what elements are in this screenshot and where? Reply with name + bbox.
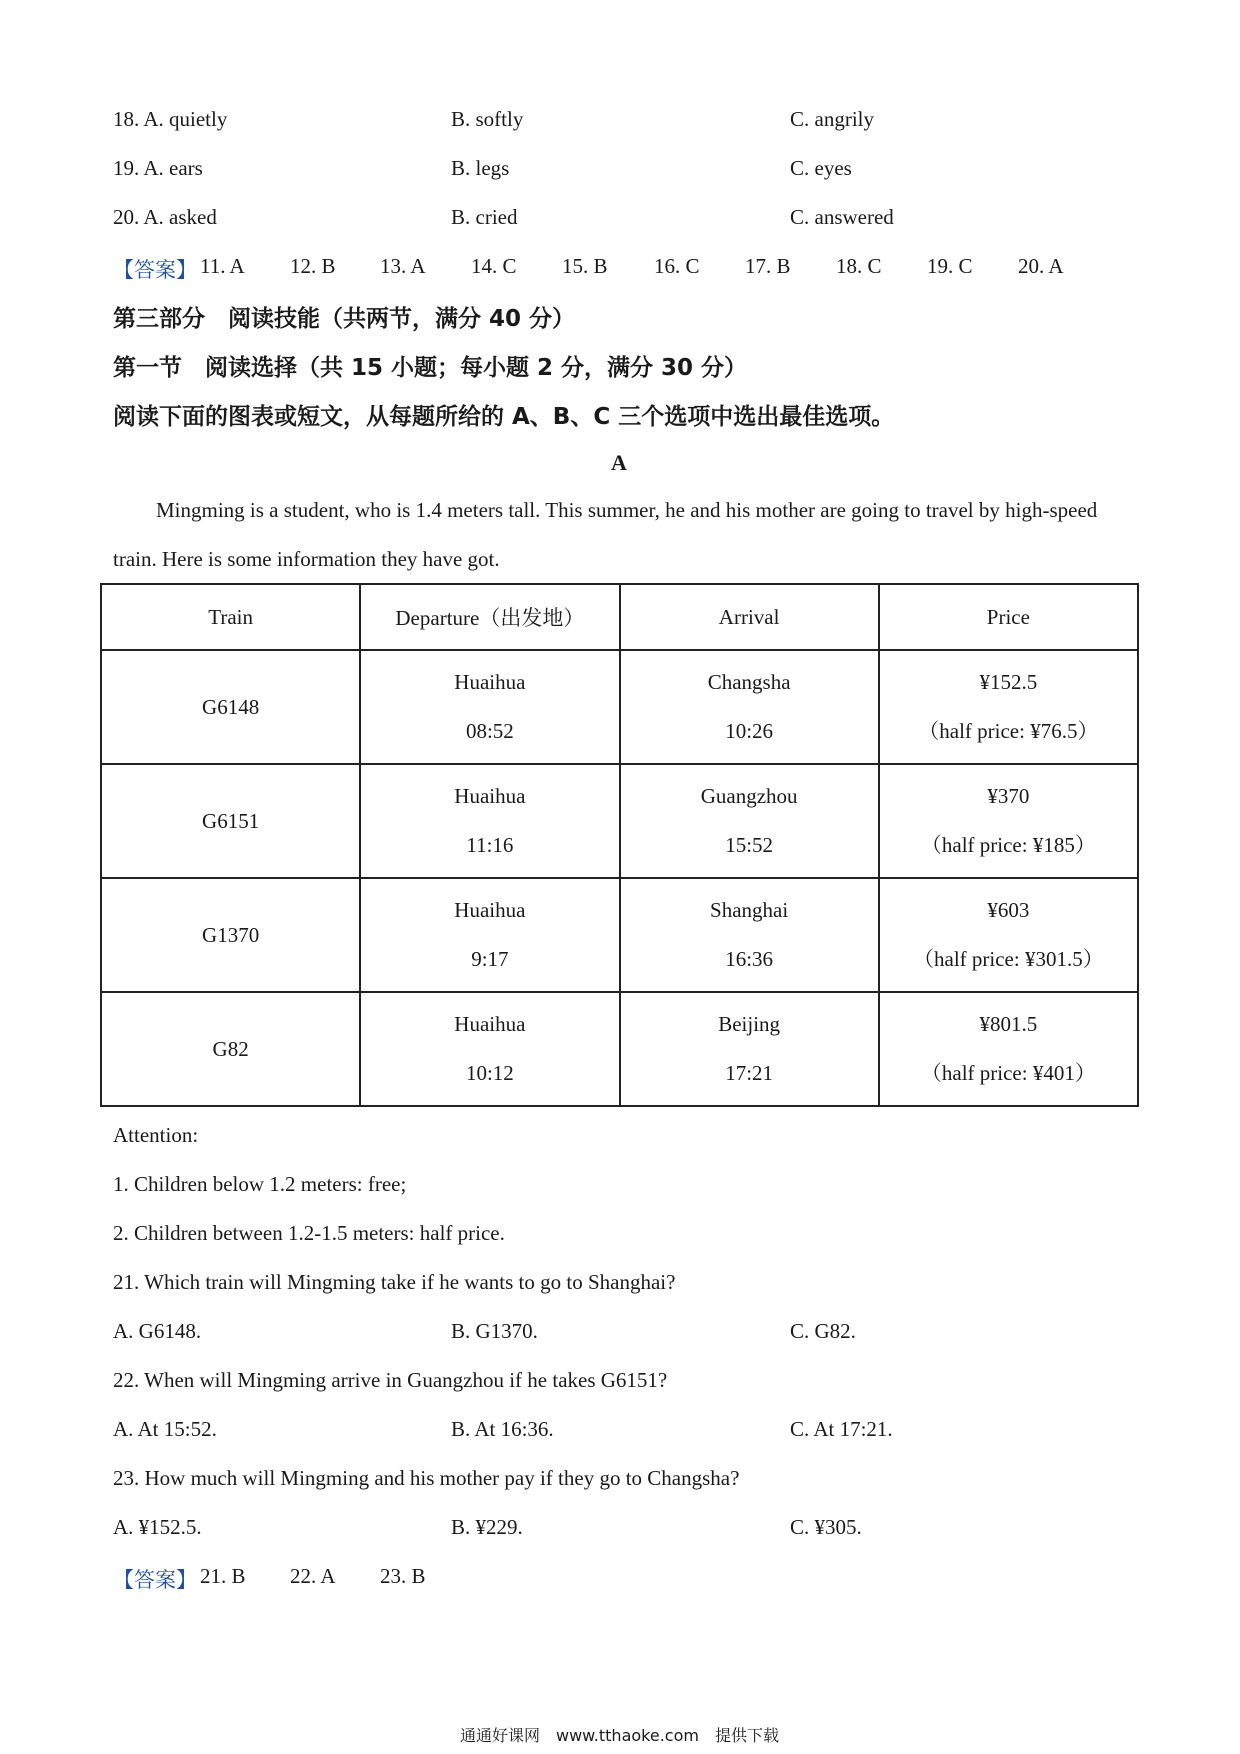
table-row xyxy=(101,992,1138,1106)
arrival-station: Changsha xyxy=(707,670,791,694)
train-info-table xyxy=(100,583,1139,1107)
cell-price xyxy=(879,878,1138,992)
cell-arrival xyxy=(620,650,879,764)
cell-departure xyxy=(360,878,619,992)
option-line-20-b: B. cried xyxy=(451,205,518,229)
cell-train: G1370 xyxy=(101,878,360,992)
answer-item: 19. C xyxy=(927,254,973,278)
departure-time: 10:12 xyxy=(465,1061,514,1085)
question-22-option-b: B. At 16:36. xyxy=(451,1417,554,1441)
header-train: Train xyxy=(101,584,360,650)
option-line-19-b: B. legs xyxy=(451,156,510,180)
attention-note-2: 2. Children between 1.2-1.5 meters: half price. xyxy=(113,1221,505,1245)
departure-time: 11:16 xyxy=(466,833,514,857)
option-line-20-c: C. answered xyxy=(790,205,894,229)
table-row xyxy=(101,650,1138,764)
cell-train: G6148 xyxy=(101,650,360,764)
departure-station: Huaihua xyxy=(454,898,526,922)
option-line-19-c: C. eyes xyxy=(790,156,852,180)
cell-train: G82 xyxy=(101,992,360,1106)
half-price: （half price: ¥401） xyxy=(920,1061,1096,1085)
answer-item: 15. B xyxy=(562,254,608,278)
passage-letter: A xyxy=(611,450,627,475)
cell-arrival xyxy=(620,878,879,992)
cell-departure xyxy=(360,650,619,764)
answer-item: 22. A xyxy=(290,1564,336,1588)
arrival-time: 17:21 xyxy=(725,1061,774,1085)
cell-departure xyxy=(360,992,619,1106)
table-row xyxy=(101,764,1138,878)
attention-label: Attention: xyxy=(113,1123,199,1147)
answer-item: 16. C xyxy=(654,254,700,278)
answer-tag: 【答案】 xyxy=(113,1568,197,1592)
page-footer: 通通好课网 www.tthaoke.com 提供下载 xyxy=(460,1726,779,1745)
question-21-option-a: A. G6148. xyxy=(113,1319,202,1343)
question-23-option-b: B. ¥229. xyxy=(451,1515,523,1539)
passage-text-line-2: train. Here is some information they have got. xyxy=(113,547,500,571)
header-arrival: Arrival xyxy=(620,584,879,650)
answer-item: 11. A xyxy=(200,254,245,278)
answer-item: 17. B xyxy=(745,254,791,278)
arrival-station: Guangzhou xyxy=(700,784,798,808)
table-row xyxy=(101,878,1138,992)
question-21-option-b: B. G1370. xyxy=(451,1319,538,1343)
option-line-18-a: 18. A. quietly xyxy=(113,107,228,131)
cell-arrival xyxy=(620,992,879,1106)
option-line-18-c: C. angrily xyxy=(790,107,874,131)
question-21: 21. Which train will Mingming take if he wants to go to Shanghai? xyxy=(113,1270,676,1294)
arrival-time: 15:52 xyxy=(725,833,774,857)
departure-station: Huaihua xyxy=(454,670,526,694)
cell-train: G6151 xyxy=(101,764,360,878)
section-3-title: 第三部分 阅读技能（共两节，满分 40 分） xyxy=(113,306,576,332)
full-price: ¥370 xyxy=(987,784,1030,808)
answer-item: 20. A xyxy=(1018,254,1064,278)
table-header-row xyxy=(101,584,1138,650)
answer-item: 13. A xyxy=(380,254,426,278)
arrival-time: 16:36 xyxy=(725,947,774,971)
section-1-title: 第一节 阅读选择（共 15 小题；每小题 2 分，满分 30 分） xyxy=(113,355,748,381)
cell-arrival xyxy=(620,764,879,878)
answer-row-1 xyxy=(113,254,197,284)
answer-item: 12. B xyxy=(290,254,336,278)
cell-departure xyxy=(360,764,619,878)
cell-price xyxy=(879,764,1138,878)
cell-price xyxy=(879,992,1138,1106)
header-price: Price xyxy=(879,584,1138,650)
question-22-option-a: A. At 15:52. xyxy=(113,1417,217,1441)
answer-item: 18. C xyxy=(836,254,882,278)
arrival-station: Beijing xyxy=(718,1012,781,1036)
option-line-20-a: 20. A. asked xyxy=(113,205,217,229)
departure-time: 08:52 xyxy=(465,719,514,743)
answer-item: 21. B xyxy=(200,1564,246,1588)
header-departure: Departure（出发地） xyxy=(360,584,619,650)
answer-item: 23. B xyxy=(380,1564,426,1588)
full-price: ¥603 xyxy=(987,898,1030,922)
answer-item: 14. C xyxy=(471,254,517,278)
question-21-option-c: C. G82. xyxy=(790,1319,856,1343)
option-line-19-a: 19. A. ears xyxy=(113,156,203,180)
arrival-time: 10:26 xyxy=(725,719,774,743)
option-line-18-b: B. softly xyxy=(451,107,524,131)
half-price: （half price: ¥76.5） xyxy=(918,719,1099,743)
answer-row-2 xyxy=(113,1564,197,1594)
full-price: ¥801.5 xyxy=(979,1012,1038,1036)
answer-tag: 【答案】 xyxy=(113,258,197,282)
question-22-option-c: C. At 17:21. xyxy=(790,1417,893,1441)
half-price: （half price: ¥301.5） xyxy=(913,947,1104,971)
passage-text-line-1: Mingming is a student, who is 1.4 meters tall. This summer, he and his mother are going to travel by high-speed xyxy=(156,498,1098,522)
cell-price xyxy=(879,650,1138,764)
question-22: 22. When will Mingming arrive in Guangzhou if he takes G6151? xyxy=(113,1368,668,1392)
full-price: ¥152.5 xyxy=(979,670,1038,694)
attention-note-1: 1. Children below 1.2 meters: free; xyxy=(113,1172,407,1196)
question-23: 23. How much will Mingming and his mother pay if they go to Changsha? xyxy=(113,1466,740,1490)
question-23-option-a: A. ¥152.5. xyxy=(113,1515,202,1539)
arrival-station: Shanghai xyxy=(710,898,789,922)
reading-instruction: 阅读下面的图表或短文，从每题所给的 A、B、C 三个选项中选出最佳选项。 xyxy=(113,404,895,430)
question-23-option-c: C. ¥305. xyxy=(790,1515,862,1539)
half-price: （half price: ¥185） xyxy=(920,833,1096,857)
departure-station: Huaihua xyxy=(454,1012,526,1036)
departure-time: 9:17 xyxy=(471,947,509,971)
departure-station: Huaihua xyxy=(454,784,526,808)
